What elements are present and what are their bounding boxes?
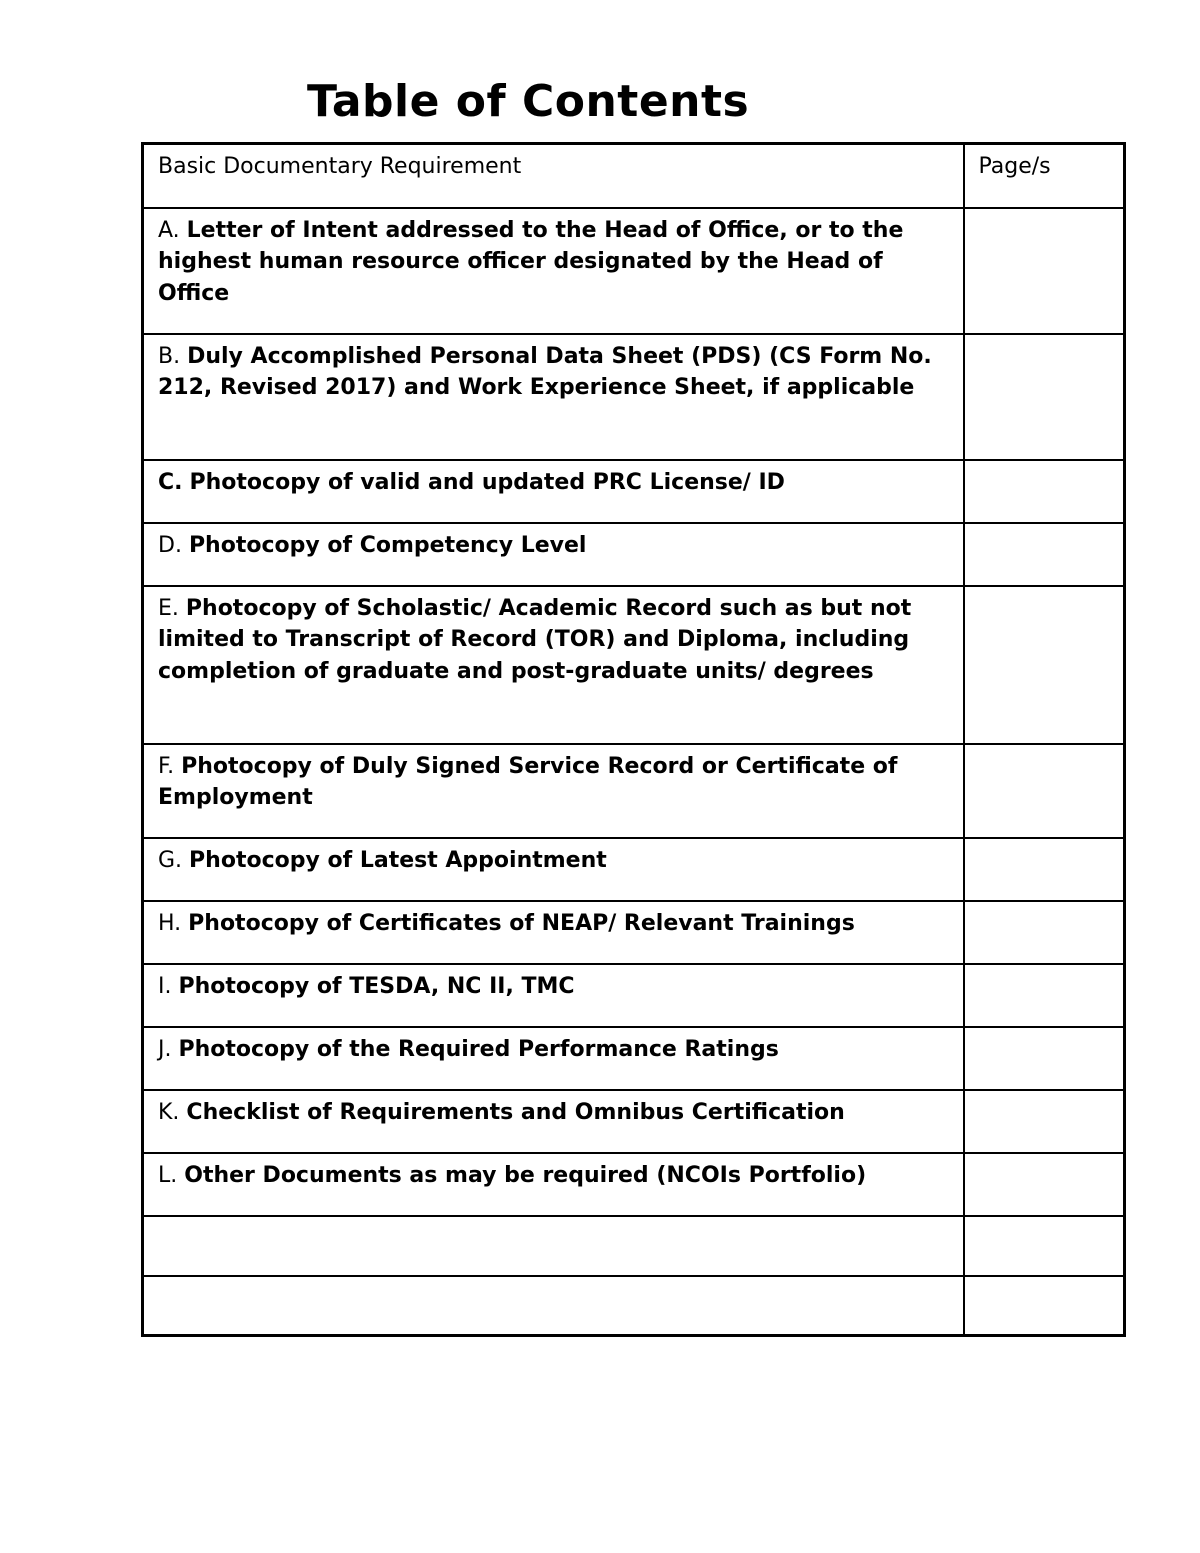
item-letter: K. [158, 1099, 180, 1125]
header-requirement-label: Basic Documentary Requirement [158, 154, 522, 179]
header-pages-label: Page/s [978, 154, 1051, 179]
header-requirement [143, 144, 964, 208]
requirement-cell [143, 523, 964, 586]
table-header-row [143, 144, 1125, 208]
pages-cell [964, 744, 1125, 838]
item-letter: H. [158, 910, 182, 936]
item-text: Photocopy of the Required Performance Ratings [178, 1036, 779, 1062]
requirement-cell [143, 838, 964, 901]
table-row [143, 586, 1125, 744]
item-text: Photocopy of Scholastic/ Academic Record such as but not limited to Transcript of Record (TOR) and Diploma, including completion of graduate and post-graduate units/ degrees [158, 595, 912, 684]
pages-cell [964, 208, 1125, 334]
pages-cell [964, 586, 1125, 744]
item-letter: L. [158, 1162, 178, 1188]
item-text: Checklist of Requirements and Omnibus Certification [186, 1099, 845, 1125]
table-row [143, 334, 1125, 460]
table-row [143, 964, 1125, 1027]
pages-cell [964, 838, 1125, 901]
item-letter: G. [158, 847, 183, 873]
table-row [143, 901, 1125, 964]
item-letter: C. [158, 469, 183, 495]
item-text: Other Documents as may be required (NCOIs Portfolio) [184, 1162, 867, 1188]
table-row [143, 744, 1125, 838]
table-row [143, 838, 1125, 901]
pages-cell [964, 964, 1125, 1027]
toc-table [141, 142, 1126, 1337]
blank-row [143, 1216, 1125, 1276]
requirement-cell [143, 901, 964, 964]
requirement-cell [143, 744, 964, 838]
item-letter: A. [158, 217, 180, 243]
pages-cell [964, 901, 1125, 964]
item-text: Photocopy of valid and updated PRC License/ ID [189, 469, 785, 495]
item-letter: F. [158, 753, 175, 779]
table-row [143, 523, 1125, 586]
header-pages [964, 144, 1125, 208]
requirement-cell [143, 1153, 964, 1216]
item-text: Photocopy of Competency Level [188, 532, 587, 558]
page-title: Table of Contents [307, 76, 750, 127]
requirement-cell [143, 1027, 964, 1090]
item-letter: E. [158, 595, 179, 621]
pages-cell [964, 523, 1125, 586]
pages-cell [964, 460, 1125, 523]
table-row [143, 460, 1125, 523]
pages-cell [964, 1027, 1125, 1090]
blank-row [143, 1276, 1125, 1336]
table-row [143, 208, 1125, 334]
requirement-cell [143, 964, 964, 1027]
pages-cell [964, 1153, 1125, 1216]
pages-cell [964, 1090, 1125, 1153]
item-text: Photocopy of TESDA, NC II, TMC [178, 973, 575, 999]
item-text: Letter of Intent addressed to the Head of Office, or to the highest human resource officer designated by the Head of Office [158, 217, 904, 306]
blank-pages-cell [964, 1276, 1125, 1336]
item-text: Duly Accomplished Personal Data Sheet (PDS) (CS Form No. 212, Revised 2017) and Work Experience Sheet, if applicable [158, 343, 932, 400]
item-text: Photocopy of Duly Signed Service Record or Certificate of Employment [158, 753, 898, 810]
item-letter: J. [158, 1036, 172, 1062]
item-text: Photocopy of Latest Appointment [189, 847, 607, 873]
blank-requirement-cell [143, 1216, 964, 1276]
blank-requirement-cell [143, 1276, 964, 1336]
item-letter: D. [158, 532, 182, 558]
requirement-cell [143, 208, 964, 334]
item-text: Photocopy of Certificates of NEAP/ Relevant Trainings [188, 910, 855, 936]
requirement-cell [143, 586, 964, 744]
item-letter: B. [158, 343, 181, 369]
blank-pages-cell [964, 1216, 1125, 1276]
requirement-cell [143, 334, 964, 460]
table-row [143, 1027, 1125, 1090]
table-row [143, 1153, 1125, 1216]
pages-cell [964, 334, 1125, 460]
requirement-cell [143, 1090, 964, 1153]
requirement-cell [143, 460, 964, 523]
item-letter: I. [158, 973, 172, 999]
table-row [143, 1090, 1125, 1153]
